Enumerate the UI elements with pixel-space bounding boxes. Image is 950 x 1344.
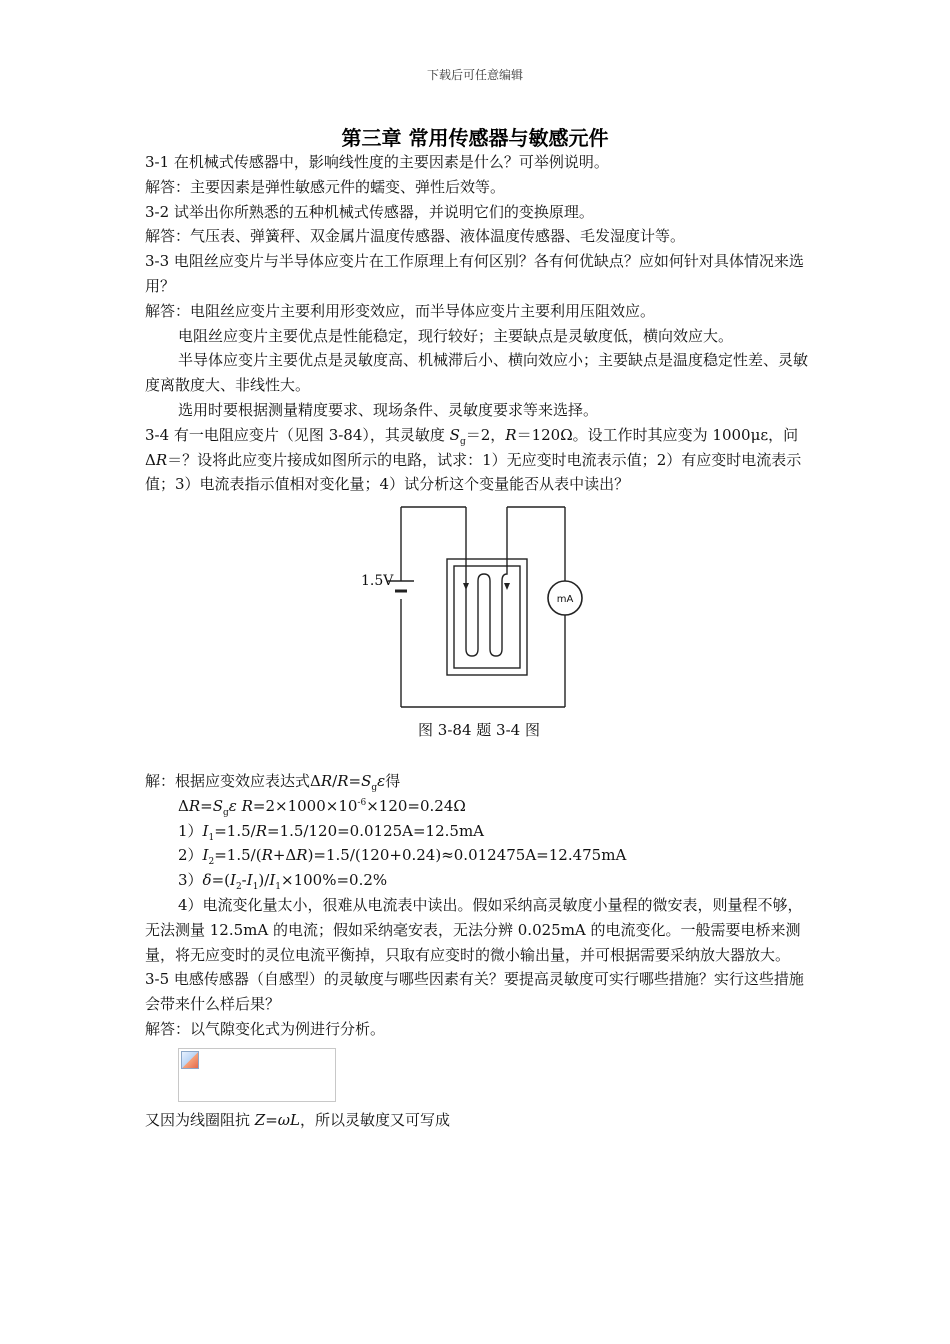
solution-line-6: 4）电流变化量太小，很难从电流表中读出。假如采纳高灵敏度小量程的微安表，则量程不够，无法测量 12.5mA 的电流；假如采纳毫安表，无法分辨 0.025mA 的电流变化。一般需要电桥来测量，将无应变时的灵位电流平衡掉，只取有应变时的微小输出量，并可根据需要采纳放大器放大。 bbox=[145, 895, 803, 964]
solution-line-1: 解：根据应变效应表达式$\Delta R/R=S_g\varepsilon$得 bbox=[145, 771, 401, 793]
answer-3-3-select: 选用时要根据测量精度要求、现场条件、灵敏度要求等来选择。 bbox=[178, 400, 599, 419]
strain-gauge-grid bbox=[466, 565, 507, 656]
figure-3-84 bbox=[145, 499, 813, 714]
question-3-5: 3-5 电感传感器（自感型）的灵敏度与哪些因素有关？要提高灵敏度可实行哪些措施？实行这些措施会带来什么样后果？ bbox=[145, 970, 804, 1014]
answer-3-3-intro: 解答：电阻丝应变片主要利用形变效应，而半导体应变片主要利用压阻效应。 bbox=[145, 301, 656, 320]
meter-label: mA bbox=[556, 594, 574, 606]
battery-label: 1.5V bbox=[361, 573, 394, 590]
solution-line-4: $2)I_2=1.5/(R+\Delta R)=1.5/(120+0.24)\approx 0.012475A=12.475mA$ bbox=[178, 846, 627, 868]
figure-caption: 图 3-84 题 3-4 图 bbox=[418, 721, 540, 740]
answer-3-2: 解答：气压表、弹簧秤、双金属片温度传感器、液体温度传感器、毛发湿度计等。 bbox=[145, 227, 686, 246]
solution-line-5: $3)\delta=(I_2-I_1)/I_1\times 100\%=0.2\%$ bbox=[178, 871, 388, 893]
question-3-3: 3-3 电阻丝应变片与半导体应变片在工作原理上有何区别？各有何优缺点？应如何针对具体情况来选用？ bbox=[145, 252, 804, 295]
document-body bbox=[145, 150, 813, 1133]
broken-image-icon bbox=[181, 1051, 199, 1069]
strain-gauge-circuit-diagram bbox=[355, 499, 595, 711]
answer-3-5: 解答：以气隙变化式为例进行分析。 bbox=[145, 1019, 386, 1038]
answer-3-1: 解答：主要因素是弹性敏感元件的蠕变、弹性后效等。 bbox=[145, 177, 506, 196]
question-3-1: 3-1 在机械式传感器中，影响线性度的主要因素是什么？可举例说明。 bbox=[145, 153, 609, 171]
question-3-2: 3-2 试举出你所熟悉的五种机械式传感器，并说明它们的变换原理。 bbox=[145, 202, 594, 221]
arrow-left-icon bbox=[463, 583, 469, 590]
answer-3-3-semi: 半导体应变片主要优点是灵敏度高、机械滞后小、横向效应小；主要缺点是温度稳定性差、灵敏度离散度大、非线性大。 bbox=[145, 351, 809, 395]
strain-gauge-outer bbox=[447, 559, 527, 675]
question-3-4: 3-4 有一电阻应变片（见图 3-84），其灵敏度 $S_g=2$，R＝120Ω。设工作时其应变为 1000με，问ΔR＝？设将此应变片接成如图所示的电路，试求：1）无应变时电流表示值；2）有应变时电流表示值；3）电流表指示值相对变化量；4）试分析这个变量能否从表中读出？ bbox=[145, 425, 802, 494]
arrow-right-icon bbox=[504, 583, 510, 590]
missing-formula-image bbox=[178, 1048, 336, 1102]
solution-line-2: $\Delta R=S_g\varepsilon$ $R=2\times 1000\times 10^{-6}\times 120=0.24\Omega$ bbox=[178, 796, 466, 818]
chapter-title: 第三章 常用传感器与敏感元件 bbox=[341, 126, 609, 150]
last-line: 又因为线圈阻抗 Z=ωL，所以灵敏度又可写成 bbox=[145, 1110, 451, 1129]
answer-3-3-wire: 电阻丝应变片主要优点是性能稳定，现行较好；主要缺点是灵敏度低，横向效应大。 bbox=[178, 326, 734, 345]
solution-line-3: $1)I_1=1.5/R=1.5/120=0.0125A=12.5mA$ bbox=[178, 821, 485, 843]
page-header: 下载后可任意编辑 bbox=[426, 68, 523, 82]
strain-gauge-inner bbox=[454, 566, 520, 668]
